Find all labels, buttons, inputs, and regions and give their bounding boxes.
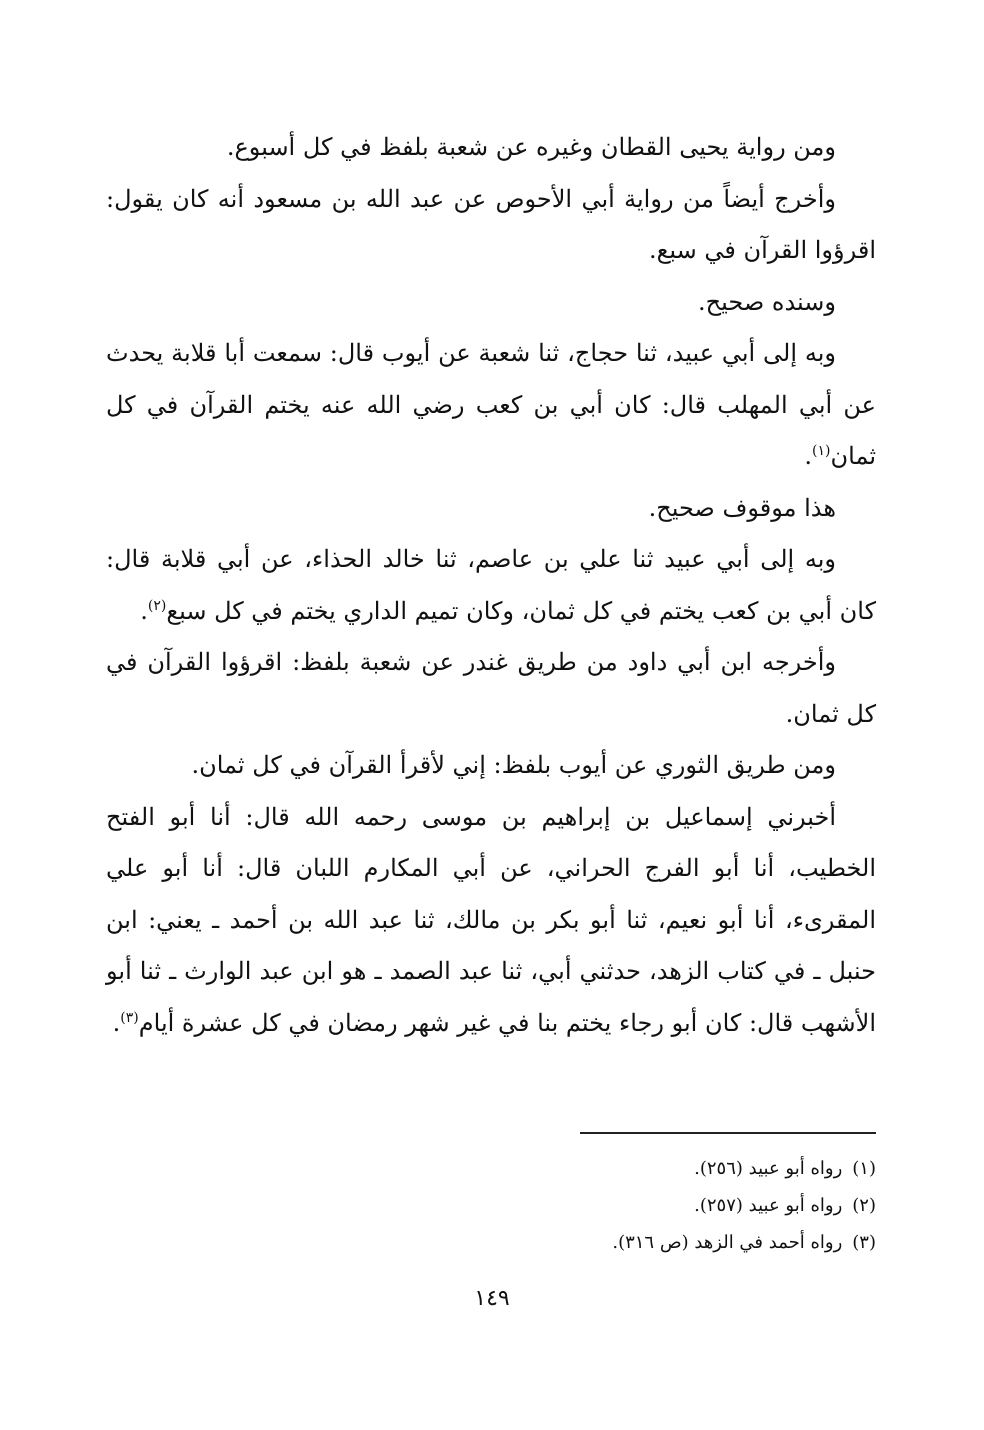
footnote-3 [276,1224,876,1261]
paragraph-text: أخبرني إسماعيل بن إبراهيم بن موسى رحمه الله قال: أنا أبو الفتح الخطيب، أنا أبو الفرج الحراني، عن أبي المكارم اللبان قال: أنا أبو علي المقرىء، أنا أبو نعيم، ثنا أبو بكر بن مالك، ثنا عبد الله بن أحمد ـ يعني: ابن حنبل ـ في كتاب الزهد، حدثني أبي، ثنا عبد الصمد ـ هو ابن عبد الوارث ـ ثنا أبو الأشهب قال: كان أبو رجاء يختم بنا في غير شهر رمضان في كل عشرة أيام [106,802,876,1037]
period: . [112,1008,121,1037]
footnote-ref-3[interactable]: (٣) [120,1009,139,1026]
footnote-divider [580,1132,876,1134]
paragraph-9 [106,792,876,1050]
footnote-text: رواه أبو عبيد (٢٥٧). [694,1195,843,1216]
footnote-number: (١) [852,1158,876,1179]
paragraph-text: وأخرج أيضاً من رواية أبي الأحوص عن عبد الله بن مسعود أنه كان يقول: اقرؤوا القرآن في سبع. [106,184,876,264]
paragraph-3 [106,277,876,329]
paragraph-6 [106,534,876,637]
footnote-number: (٣) [852,1232,876,1253]
paragraph-7 [106,637,876,740]
paragraph-5 [106,483,876,535]
footnote-text: رواه أحمد في الزهد (ص ٣١٦). [612,1232,843,1253]
paragraph-text: وبه إلى أبي عبيد ثنا علي بن عاصم، ثنا خالد الحذاء، عن أبي قلابة قال: كان أبي بن كعب يختم في كل ثمان، وكان تميم الداري يختم في كل سبع [106,545,876,625]
page-number: ١٤٩ [474,1286,510,1311]
footnote-ref-1[interactable]: (١) [812,443,831,459]
period: . [804,442,813,470]
footnote-text: رواه أبو عبيد (٢٥٦). [694,1158,843,1179]
paragraph-text: ومن رواية يحيى القطان وغيره عن شعبة بلفظ في كل أسبوع. [226,133,836,161]
paragraph-2 [106,174,876,277]
paragraph-4 [106,328,876,483]
footnotes [276,1150,876,1261]
footnote-number: (٢) [852,1195,876,1216]
paragraph-text: ومن طريق الثوري عن أيوب بلفظ: إني لأقرأ القرآن في كل ثمان. [191,751,836,779]
paragraph-text: وبه إلى أبي عبيد، ثنا حجاج، ثنا شعبة عن أيوب قال: سمعت أبا قلابة يحدث عن أبي المهلب قال: كان أبي بن كعب رضي الله عنه يختم القرآن في كل ثمان [106,339,876,470]
main-text [106,122,876,1049]
period: . [140,596,148,625]
paragraph-text: هذا موقوف صحيح. [648,493,836,522]
paragraph-1 [106,122,876,174]
footnote-2 [276,1187,876,1224]
footnote-1 [276,1150,876,1187]
footnote-ref-2[interactable]: (٢) [147,597,167,614]
paragraph-text: وأخرجه ابن أبي داود من طريق غندر عن شعبة بلفظ: اقرؤوا القرآن في كل ثمان. [106,648,876,728]
paragraph-8 [106,740,876,792]
paragraph-text: وسنده صحيح. [698,287,836,316]
